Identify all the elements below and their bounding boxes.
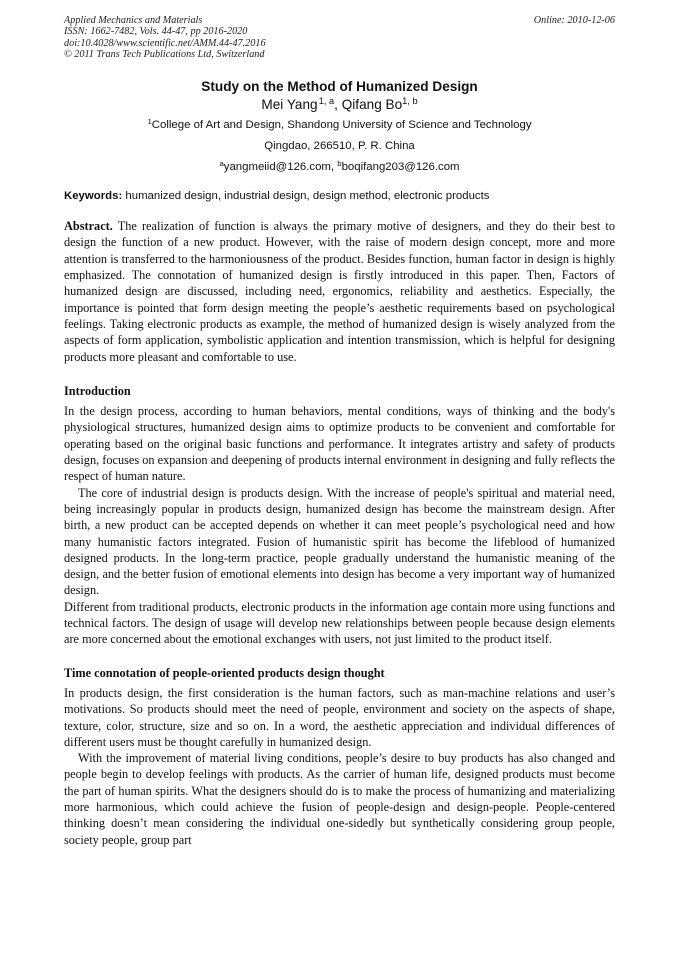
paragraph: Different from traditional products, electronic products in the information age contain more using functions and technical factors. The design of usage will develop new relationships between people because design elements are more concerned about the emotional exchanges with users, not just limited to the product itself. [64, 599, 615, 647]
keywords-label: Keywords: [64, 190, 123, 203]
issn-line: ISSN: 1662-7482, Vols. 44-47, pp 2016-2020 [64, 26, 248, 38]
author-line [64, 97, 615, 112]
paragraph: The core of industrial design is products design. With the increase of people's spiritual and material need, being increasingly popular in products design, humanized design has become the mainstream design. After birth, a new product can be accepted depends on whether it can meet people’s psychological need and how many humanistic factors integrated. Fusion of humanistic spirit has become the lifeblood of humanized designed products. In the long-term practice, people gradually understand the humanistic meaning of the design, and the better fusion of emotional elements into design has become a very important way of humanized design. [64, 485, 615, 598]
paper-page [64, 15, 615, 848]
journal-header [64, 15, 615, 60]
journal-name: Applied Mechanics and Materials [64, 15, 203, 26]
author-separator: , [334, 97, 342, 113]
abstract-label: Abstract. [64, 219, 113, 234]
section-heading-time-connotation: Time connotation of people-oriented products design thought [64, 665, 385, 680]
affiliation-name: College of Art and Design, Shandong University of Science and Technology [151, 119, 532, 132]
email-mark: a [219, 158, 224, 168]
abstract [64, 218, 615, 365]
affiliation-mark: 1 [147, 116, 152, 126]
abstract-text: The realization of function is always the primary motive of designers, and they do their best to design the function of a new product. However, with the raise of modern design concept, more and more attention is transferred to the harmoniousness of the product. Besides function, human factor in design is highly emphasized. The connotation of humanized design is firstly introduced in this paper. Then, Factors of humanized design are discussed, including need, ergonomics, reliability and aesthetics. Especially, the importance is pointed that form design meeting the people’s aesthetic requirements based on psychological feelings. Taking electronic products as example, the method of humanized design is wisely analyzed from the aspects of form application, symbolistic application and intention transmission, which is helpful for designing products more pleasant and comfortable to use. [64, 219, 615, 364]
keywords-text: humanized design, industrial design, design method, electronic products [122, 190, 490, 203]
copyright-line: © 2011 Trans Tech Publications Ltd, Switzerland [64, 48, 265, 60]
author-affiliation-mark: 1, a [318, 96, 335, 107]
affiliation-line-2: Qingdao, 266510, P. R. China [264, 140, 415, 153]
paper-title: Study on the Method of Humanized Design [201, 79, 478, 95]
keywords [64, 190, 615, 202]
section-heading-introduction: Introduction [64, 383, 131, 398]
author-affiliation-mark: 1, b [402, 96, 418, 107]
paragraph: With the improvement of material living conditions, people’s desire to buy products has also changed and people begin to develop feelings with products. As the carrier of human life, designed products must become the part of human spirits. What the designers should do is to make the process of humanizing and materializing more harmonious, which could achieve the fusion of people-design and design-people. People-centered thinking doesn’t mean considering the individual one-sidedly but synthetically considering group people, society people, group part [64, 751, 615, 847]
email-address: boqifang203@126.com [341, 161, 460, 174]
author-name: Qifang Bo [341, 97, 403, 113]
email-mark: b [337, 158, 342, 168]
paragraph: In products design, the first consideration is the human factors, such as man-machine relations and user’s motivations. So products should meet the need of people, environment and society on the aspects of shape, texture, color, structure, size and so on. In a word, the aesthetic appreciation and individual differences of different users must be thought carefully in humanized design. [64, 685, 615, 749]
email-line [64, 157, 615, 178]
email-address: yangmeiid@126.com, [223, 161, 338, 174]
doi-line: doi:10.4028/www.scientific.net/AMM.44-47.2016 [64, 37, 266, 49]
online-date: Online: 2010-12-06 [533, 15, 615, 26]
author-name: Mei Yang [261, 97, 318, 113]
paragraph: In the design process, according to human behaviors, mental conditions, ways of thinking and the body's physiological structures, humanized design aims to optimize products to be convenient and comfortable for operating based on the original basic functions and performance. It integrates artistry and safety of products design, focuses on expansion and deepening of products internal environment in designing and fully reflects the respect of human nature. [64, 404, 615, 484]
affiliation-line-1 [64, 115, 615, 136]
